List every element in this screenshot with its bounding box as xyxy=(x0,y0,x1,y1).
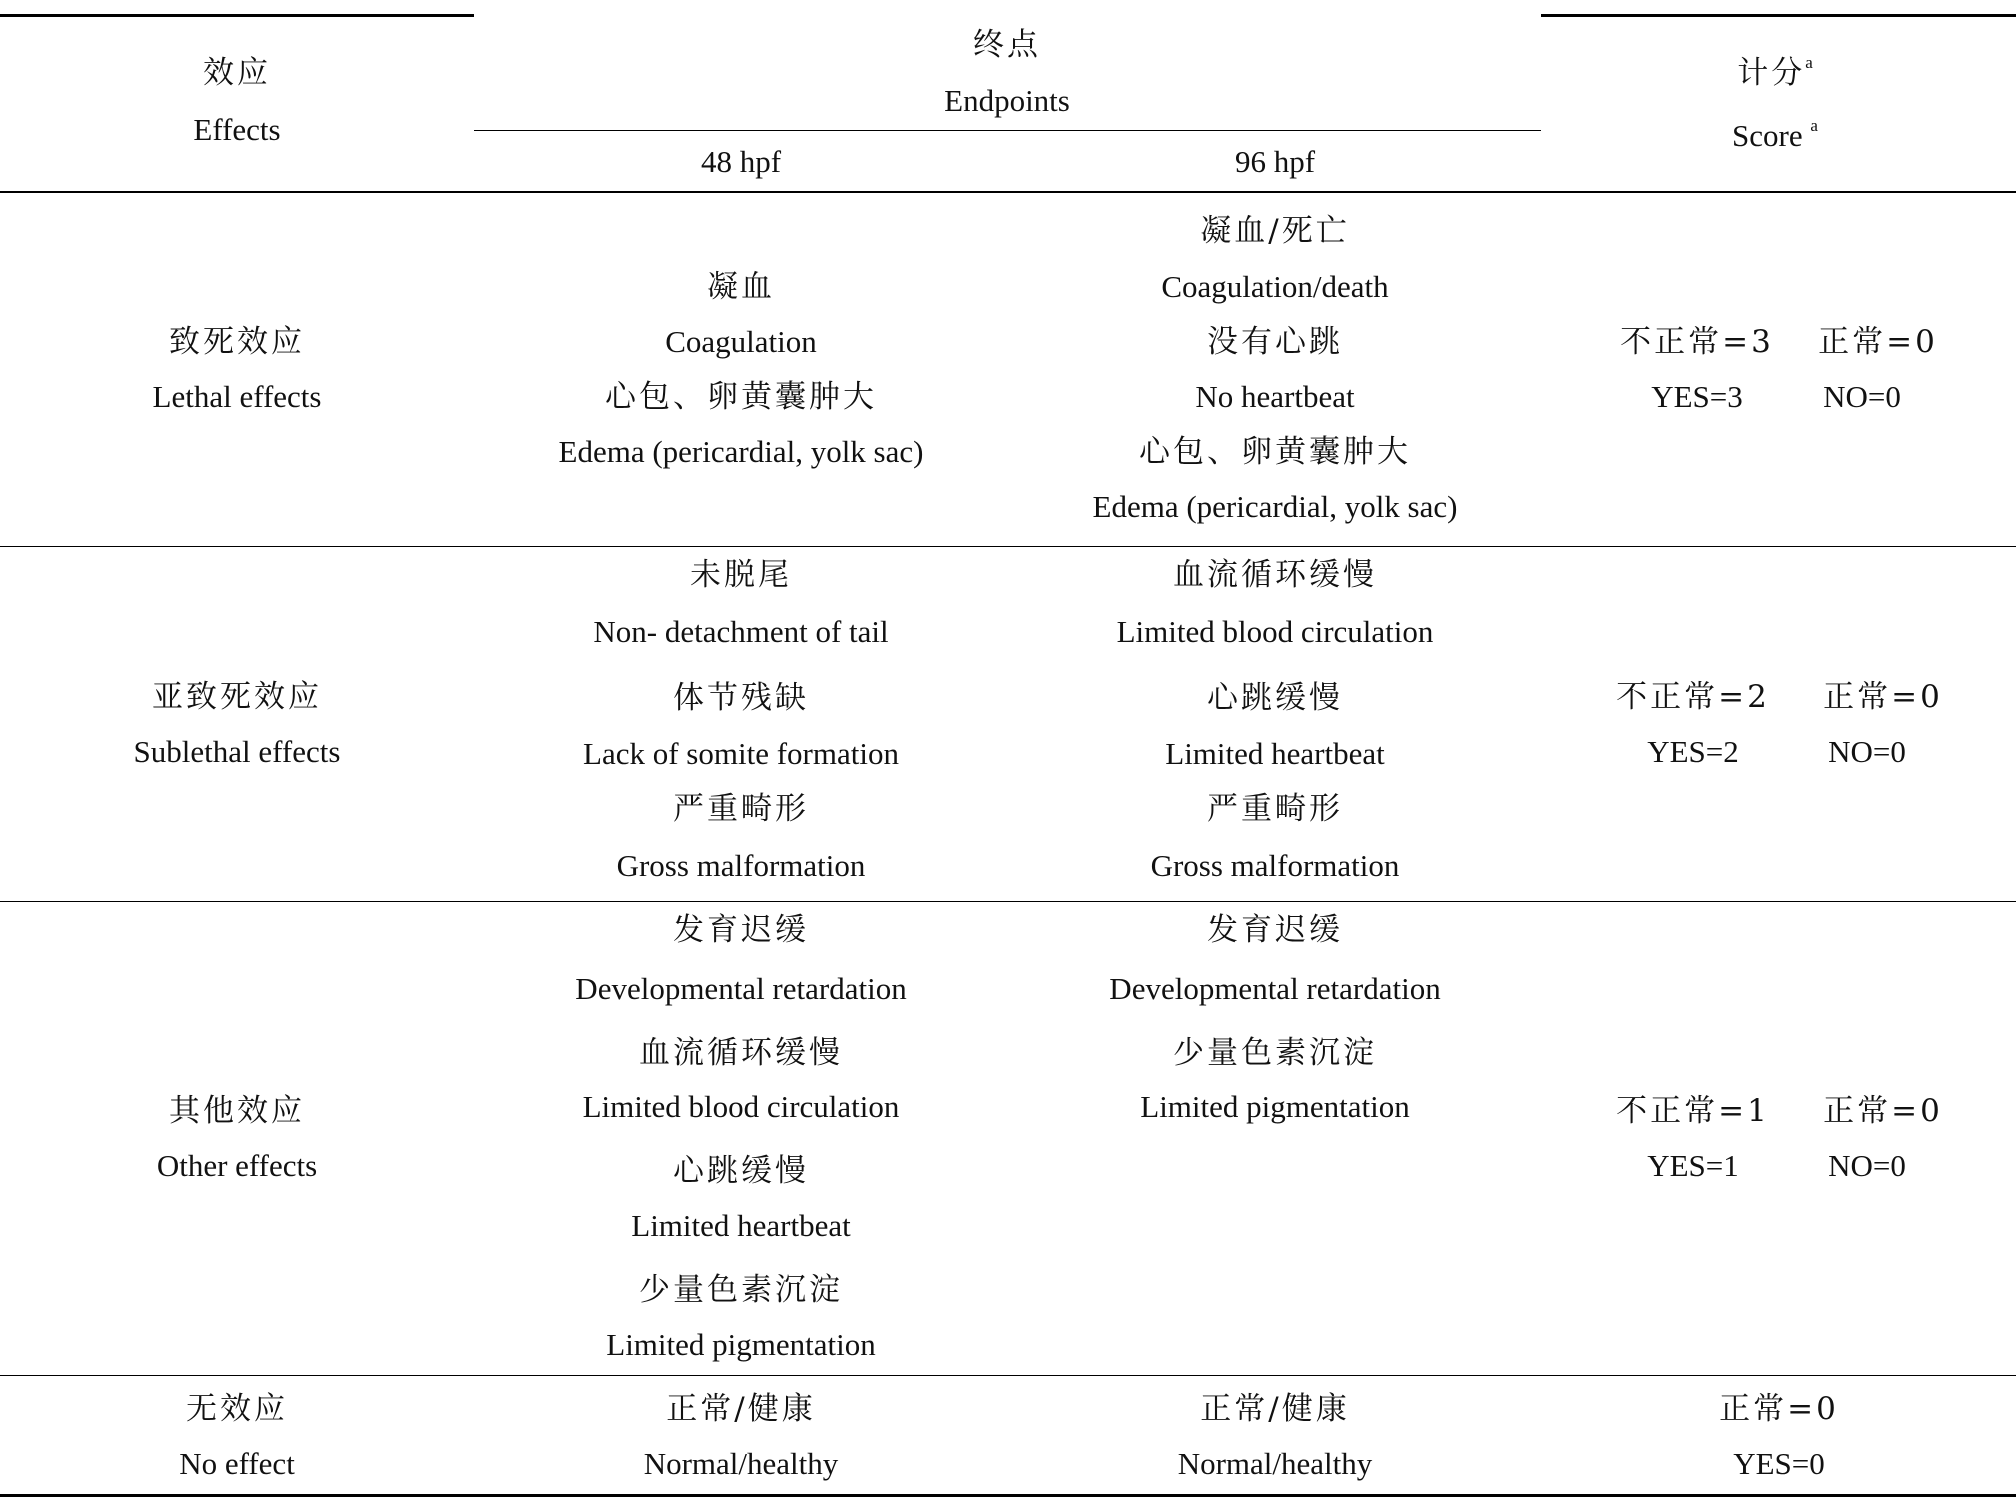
other-48-line: Limited heartbeat xyxy=(631,1208,851,1243)
lethal-48-line: Edema (pericardial, yolk sac) xyxy=(558,434,924,469)
endpoints-rule xyxy=(474,130,1541,131)
other-48-line: Limited blood circulation xyxy=(582,1089,900,1124)
lethal-effect-en: Lethal effects xyxy=(152,379,322,414)
sublethal-96-line: Gross malformation xyxy=(1150,848,1400,883)
other-48-line: 血流循环缓慢 xyxy=(639,1035,843,1071)
lethal-96-line: Edema (pericardial, yolk sac) xyxy=(1092,489,1458,524)
none-score-zh: 正常=0 xyxy=(1719,1391,1839,1427)
top-rule-right xyxy=(1541,14,2016,17)
other-96-line: 少量色素沉淀 xyxy=(1173,1035,1377,1071)
sublethal-effect-zh: 亚致死效应 xyxy=(152,679,322,715)
other-48-line: 发育迟缓 xyxy=(673,912,809,948)
other-48-line: 心跳缓慢 xyxy=(673,1153,809,1189)
sublethal-48-line: Gross malformation xyxy=(616,848,866,883)
header-score-en: Score $^a$ xyxy=(1732,115,1818,153)
other-score-yes: YES=1 xyxy=(1647,1148,1739,1183)
sublethal-48-line: 体节残缺 xyxy=(673,680,809,716)
sublethal-96-line: 严重畸形 xyxy=(1207,791,1343,827)
lethal-48-line: 凝血 xyxy=(707,269,775,305)
header-48hpf: 48 hpf xyxy=(700,144,782,179)
row-rule-other xyxy=(0,1375,2016,1376)
header-bottom-rule xyxy=(0,191,2016,193)
lethal-96-line: 凝血/死亡 xyxy=(1200,213,1350,249)
sublethal-48-line: 未脱尾 xyxy=(690,557,792,593)
sublethal-96-line: 心跳缓慢 xyxy=(1207,680,1343,716)
sublethal-score-abnormal: 不正常=2 xyxy=(1616,679,1770,715)
lethal-score-no: NO=0 xyxy=(1823,379,1901,414)
other-score-normal: 正常=0 xyxy=(1823,1093,1943,1129)
none-effect-zh: 无效应 xyxy=(186,1391,288,1427)
none-48-line: Normal/healthy xyxy=(643,1446,839,1481)
sublethal-96-line: 血流循环缓慢 xyxy=(1173,557,1377,593)
sublethal-48-line: Lack of somite formation xyxy=(583,736,899,771)
header-endpoints-en: Endpoints xyxy=(944,83,1070,118)
other-48-line: 少量色素沉淀 xyxy=(639,1272,843,1308)
sublethal-48-line: 严重畸形 xyxy=(673,791,809,827)
top-rule-left xyxy=(0,14,474,17)
lethal-96-line: No heartbeat xyxy=(1195,379,1355,414)
lethal-96-line: 心包、卵黄囊肿大 xyxy=(1139,434,1411,470)
other-score-no: NO=0 xyxy=(1828,1148,1906,1183)
header-score-zh: 计分$^a$ xyxy=(1737,52,1813,91)
lethal-96-line: 没有心跳 xyxy=(1207,324,1343,360)
none-96-line: Normal/healthy xyxy=(1177,1446,1373,1481)
lethal-score-abnormal: 不正常=3 xyxy=(1620,324,1774,360)
row-rule-lethal xyxy=(0,546,2016,547)
row-rule-sublethal xyxy=(0,901,2016,902)
other-96-line: Developmental retardation xyxy=(1109,971,1441,1006)
none-effect-en: No effect xyxy=(179,1446,295,1481)
other-effect-zh: 其他效应 xyxy=(169,1093,305,1129)
lethal-effect-zh: 致死效应 xyxy=(169,324,305,360)
other-96-line: Limited pigmentation xyxy=(1140,1089,1410,1124)
bottom-rule xyxy=(0,1494,2016,1497)
none-96-line: 正常/健康 xyxy=(1200,1391,1350,1427)
lethal-score-normal: 正常=0 xyxy=(1818,324,1938,360)
lethal-48-line: Coagulation xyxy=(665,324,817,359)
other-score-abnormal: 不正常=1 xyxy=(1616,1093,1770,1129)
sublethal-effect-en: Sublethal effects xyxy=(133,734,341,769)
sublethal-score-yes: YES=2 xyxy=(1647,734,1739,769)
header-effects-zh: 效应 xyxy=(203,55,271,91)
other-effect-en: Other effects xyxy=(156,1148,318,1183)
header-effects-en: Effects xyxy=(193,112,281,147)
other-48-line: Limited pigmentation xyxy=(606,1327,876,1362)
lethal-48-line: 心包、卵黄囊肿大 xyxy=(605,379,877,415)
none-48-line: 正常/健康 xyxy=(666,1391,816,1427)
sublethal-score-normal: 正常=0 xyxy=(1823,679,1943,715)
sublethal-96-line: Limited blood circulation xyxy=(1116,614,1434,649)
other-96-line: 发育迟缓 xyxy=(1207,912,1343,948)
sublethal-48-line: Non- detachment of tail xyxy=(593,614,889,649)
other-48-line: Developmental retardation xyxy=(575,971,907,1006)
none-score-en: YES=0 xyxy=(1733,1446,1825,1481)
lethal-score-yes: YES=3 xyxy=(1651,379,1743,414)
sublethal-score-no: NO=0 xyxy=(1828,734,1906,769)
lethal-96-line: Coagulation/death xyxy=(1161,269,1389,304)
header-96hpf: 96 hpf xyxy=(1234,144,1316,179)
header-endpoints-zh: 终点 xyxy=(973,27,1041,63)
sublethal-96-line: Limited heartbeat xyxy=(1165,736,1385,771)
